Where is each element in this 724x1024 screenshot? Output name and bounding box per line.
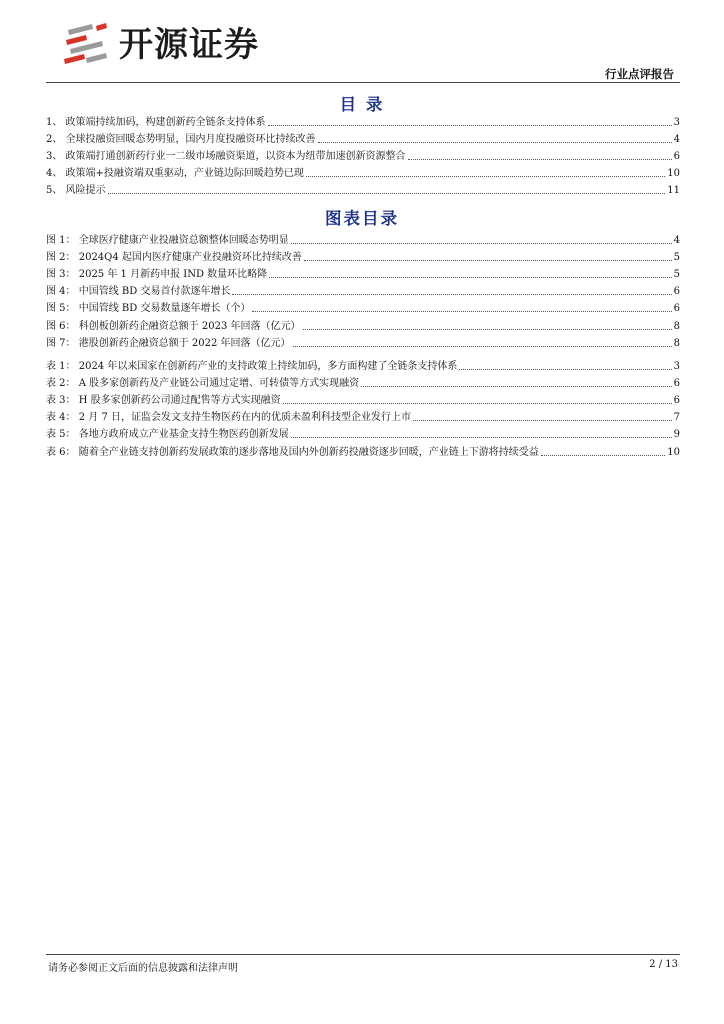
figure-entry-label: 图 5： 中国管线 BD 交易数量逐年增长（个） (46, 303, 251, 315)
figure-entry[interactable] (46, 333, 680, 350)
table-entry-page: 10 (667, 446, 680, 458)
figure-index-list (46, 230, 680, 350)
table-entry-label: 表 1： 2024 年以来国家在创新药产业的支持政策上持续加码，多方面构建了全链条支持体系 (46, 361, 458, 373)
figure-entry[interactable] (46, 264, 680, 281)
toc-entry-page: 11 (667, 185, 680, 197)
dot-leader (408, 159, 672, 160)
figure-entry[interactable] (46, 247, 680, 264)
table-entry[interactable] (46, 373, 680, 390)
dot-leader (306, 176, 665, 177)
toc-entry-label: 3、 政策端打通创新药行业一二级市场融资渠道，以资本为纽带加速创新资源整合 (46, 151, 406, 163)
toc-entry-label: 1、 政策端持续加码，构建创新药全链条支持体系 (46, 117, 266, 129)
figure-entry-page: 6 (673, 286, 680, 298)
dot-leader (283, 403, 672, 404)
table-entry[interactable] (46, 407, 680, 424)
table-entry-label: 表 3： H 股多家创新药公司通过配售等方式实现融资 (46, 395, 281, 407)
figure-entry-label: 图 3： 2025 年 1 月新药申报 IND 数量环比略降 (46, 269, 268, 281)
toc-entry[interactable] (46, 146, 680, 163)
figure-entry[interactable] (46, 298, 680, 315)
dot-leader (413, 420, 672, 421)
dot-leader (252, 311, 671, 312)
figure-entry-page: 5 (673, 252, 680, 264)
dot-leader (318, 142, 672, 143)
figure-entry-page: 4 (673, 235, 680, 247)
toc-entry-page: 10 (667, 168, 680, 180)
figure-entry-page: 5 (673, 269, 680, 281)
table-entry-page: 3 (673, 361, 680, 373)
table-entry[interactable] (46, 390, 680, 407)
figure-entry-label: 图 7： 港股创新药企融资总额于 2022 年回落（亿元） (46, 337, 291, 349)
table-entry-page: 6 (673, 395, 680, 407)
dot-leader (108, 193, 666, 194)
table-entry-label: 表 5： 各地方政府成立产业基金支持生物医药创新发展 (46, 429, 289, 441)
toc-entry-label: 2、 全球投融资回暖态势明显，国内月度投融资环比持续改善 (46, 134, 316, 146)
toc-entry-label: 4、 政策端+投融资端双重驱动，产业链边际回暖趋势已现 (46, 168, 304, 180)
table-entry[interactable] (46, 441, 680, 458)
dot-leader (303, 329, 672, 330)
header-divider (46, 82, 680, 83)
figure-entry[interactable] (46, 315, 680, 332)
table-entry-page: 9 (673, 429, 680, 441)
dot-leader (291, 243, 672, 244)
toc-heading: 目 录 (339, 95, 385, 114)
page-number: 2 / 13 (649, 959, 678, 970)
dot-leader (293, 346, 672, 347)
figure-entry-page: 6 (673, 303, 680, 315)
toc-list (46, 112, 680, 197)
toc-entry[interactable] (46, 180, 680, 197)
footer-divider (46, 954, 680, 955)
table-entry-label: 表 2： A 股多家创新药及产业链公司通过定增、可转债等方式实现融资 (46, 378, 360, 390)
table-entry[interactable] (46, 356, 680, 373)
toc-entry-page: 4 (673, 134, 680, 146)
dot-leader (232, 294, 671, 295)
toc-entry-page: 3 (673, 117, 680, 129)
toc-entry-label: 5、 风险提示 (46, 185, 106, 197)
dot-leader (268, 125, 672, 126)
dot-leader (304, 260, 672, 261)
table-entry[interactable] (46, 424, 680, 441)
table-entry-page: 7 (673, 412, 680, 424)
dot-leader (541, 455, 666, 456)
figure-entry[interactable] (46, 230, 680, 247)
figure-entry-label: 图 6： 科创板创新药企融资总额于 2023 年回落（亿元） (46, 320, 301, 332)
dot-leader (459, 369, 671, 370)
report-type-label: 行业点评报告 (605, 67, 674, 81)
brand-logo-icon (62, 22, 110, 68)
figure-entry[interactable] (46, 281, 680, 298)
brand-name: 开源证券 (119, 25, 259, 65)
toc-entry[interactable] (46, 129, 680, 146)
table-entry-label: 表 6： 随着全产业链支持创新药发展政策的逐步落地及国内外创新药投融资逐步回暖，产业链上下游将持续受益 (46, 446, 539, 458)
table-entry-label: 表 4： 2 月 7 日，证监会发文支持生物医药在内的优质未盈利科技型企业发行上市 (46, 412, 411, 424)
figure-entry-label: 图 4： 中国管线 BD 交易首付款逐年增长 (46, 286, 231, 298)
table-entry-page: 6 (673, 378, 680, 390)
figure-index-heading: 图表目录 (325, 209, 399, 228)
dot-leader (269, 277, 671, 278)
figure-entry-label: 图 2： 2024Q4 起国内医疗健康产业投融资环比持续改善 (46, 252, 302, 264)
toc-entry[interactable] (46, 163, 680, 180)
figure-entry-page: 8 (673, 337, 680, 349)
dot-leader (291, 437, 672, 438)
footer-disclaimer: 请务必参阅正文后面的信息披露和法律声明 (48, 963, 238, 974)
figure-entry-page: 8 (673, 320, 680, 332)
dot-leader (361, 386, 672, 387)
table-index-list (46, 356, 680, 459)
company-logo (62, 22, 292, 68)
figure-entry-label: 图 1： 全球医疗健康产业投融资总额整体回暖态势明显 (46, 235, 289, 247)
toc-entry[interactable] (46, 112, 680, 129)
toc-entry-page: 6 (673, 151, 680, 163)
